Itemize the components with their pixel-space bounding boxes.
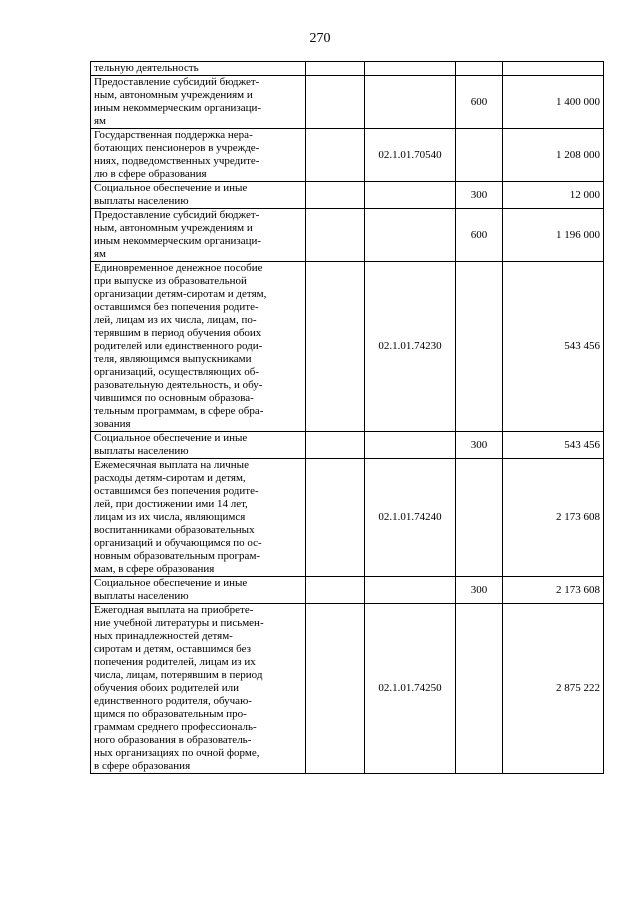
row-empty-cell: [306, 129, 365, 182]
row-code-cell: [365, 262, 456, 432]
row-amount-cell: [503, 459, 604, 577]
table-row: [91, 577, 604, 604]
row-amount-cell: [503, 182, 604, 209]
row-expense-type-text: 300: [470, 438, 488, 451]
table-row: [91, 604, 604, 774]
row-expense-type-cell: [456, 577, 503, 604]
table-row: [91, 76, 604, 129]
row-amount-text: 2 173 608: [556, 511, 600, 523]
table-row: [91, 432, 604, 459]
row-amount-cell: [503, 209, 604, 262]
row-name-cell: [91, 604, 306, 774]
row-expense-type-cell: [456, 459, 503, 577]
row-code-cell: [365, 62, 456, 76]
row-amount-cell: [503, 432, 604, 459]
row-expense-type-text: 600: [470, 95, 488, 108]
row-empty-cell: [306, 604, 365, 774]
row-name-cell: [91, 62, 306, 76]
budget-table: [90, 61, 604, 774]
row-name-text: Ежемесячная выплата на личные расходы детям-сиротам и детям, оставшимся без попечения родите- лей, при достижении ими 14 лет, лицам из их числа, являющимся воспитанниками образовательных организаций и обучающимся по ос- новным образовательным програм- мам, в сфере образования: [94, 459, 262, 575]
row-code-text: 02.1.01.70540: [378, 148, 442, 161]
row-name-text: Социальное обеспечение и иные выплаты населению: [94, 182, 248, 207]
row-amount-text: 2 875 222: [556, 682, 600, 694]
row-empty-cell: [306, 182, 365, 209]
row-code-text: 02.1.01.74250: [378, 682, 442, 694]
row-code-text: 02.1.01.74230: [378, 340, 442, 352]
row-amount-text: 1 196 000: [556, 228, 600, 241]
row-amount-cell: [503, 62, 604, 76]
row-name-text: Государственная поддержка нера- ботающих пенсионеров в учрежде- ниях, подведомственных учредите- лю в сфере образования: [94, 129, 260, 180]
row-empty-cell: [306, 62, 365, 76]
row-code-cell: [365, 432, 456, 459]
row-expense-type-cell: [456, 76, 503, 129]
row-amount-text: 543 456: [564, 438, 600, 451]
row-code-cell: [365, 129, 456, 182]
row-name-cell: [91, 432, 306, 459]
table-row: [91, 129, 604, 182]
row-code-cell: [365, 209, 456, 262]
row-expense-type-cell: [456, 209, 503, 262]
page-number: 270: [309, 31, 331, 46]
row-name-text: Предоставление субсидий бюджет- ным, автономным учреждениям и иным некоммерческим организаци- ям: [94, 76, 262, 127]
row-name-cell: [91, 76, 306, 129]
row-amount-cell: [503, 129, 604, 182]
row-name-cell: [91, 182, 306, 209]
row-empty-cell: [306, 209, 365, 262]
row-amount-cell: [503, 262, 604, 432]
row-amount-cell: [503, 577, 604, 604]
row-name-text: Социальное обеспечение и иные выплаты населению: [94, 432, 248, 457]
row-name-cell: [91, 262, 306, 432]
row-expense-type-text: 600: [470, 228, 488, 241]
table-row: [91, 209, 604, 262]
row-name-text: Социальное обеспечение и иные выплаты населению: [94, 577, 248, 602]
row-empty-cell: [306, 432, 365, 459]
table-row: [91, 262, 604, 432]
row-amount-text: 1 400 000: [556, 95, 600, 108]
row-code-text: 02.1.01.74240: [378, 511, 442, 523]
row-empty-cell: [306, 459, 365, 577]
row-name-cell: [91, 577, 306, 604]
row-expense-type-text: 300: [470, 188, 488, 201]
row-code-cell: [365, 604, 456, 774]
row-code-cell: [365, 577, 456, 604]
row-code-cell: [365, 76, 456, 129]
row-expense-type-cell: [456, 62, 503, 76]
row-expense-type-cell: [456, 129, 503, 182]
row-amount-text: 543 456: [564, 340, 600, 352]
row-amount-text: 1 208 000: [556, 148, 600, 161]
row-name-text: тельную деятельность: [94, 62, 199, 74]
row-name-text: Ежегодная выплата на приобрете- ние учебной литературы и письмен- ных принадлежностей детям- сиротам и детям, оставшимся без попечения родителей, лицам из их числа, лицам, потерявшим в период обучения обоих родителей или единственного родителя, обучаю- щимся по образовательным про- граммам среднего профессиональ- ного образования в образователь- ных организациях по очной форме, в сфере образования: [94, 604, 264, 772]
budget-table-body: [91, 62, 604, 774]
row-name-cell: [91, 129, 306, 182]
row-name-text: Единовременное денежное пособие при выпуске из образовательной организации детям-сиротам и детям, оставшимся без попечения родите- лей, лицам из их числа, лицам, по- терявшим в период обучения обоих родителей или единственного роди- теля, являющимся выпускниками организаций, осуществляющих об- разовательную деятельность, и обу- чившимся по основным образова- тельным программам, в сфере обра- зования: [94, 262, 267, 430]
row-expense-type-cell: [456, 432, 503, 459]
row-code-cell: [365, 182, 456, 209]
row-amount-text: 12 000: [569, 188, 600, 201]
table-row: [91, 182, 604, 209]
row-empty-cell: [306, 577, 365, 604]
row-name-cell: [91, 209, 306, 262]
row-empty-cell: [306, 262, 365, 432]
row-amount-cell: [503, 604, 604, 774]
table-row: [91, 459, 604, 577]
row-amount-text: 2 173 608: [556, 583, 600, 596]
row-expense-type-cell: [456, 604, 503, 774]
row-code-cell: [365, 459, 456, 577]
row-expense-type-cell: [456, 182, 503, 209]
row-expense-type-cell: [456, 262, 503, 432]
row-expense-type-text: 300: [470, 583, 488, 596]
row-empty-cell: [306, 76, 365, 129]
row-amount-cell: [503, 76, 604, 129]
row-name-cell: [91, 459, 306, 577]
table-row: [91, 62, 604, 76]
row-name-text: Предоставление субсидий бюджет- ным, автономным учреждениям и иным некоммерческим организаци- ям: [94, 209, 262, 260]
